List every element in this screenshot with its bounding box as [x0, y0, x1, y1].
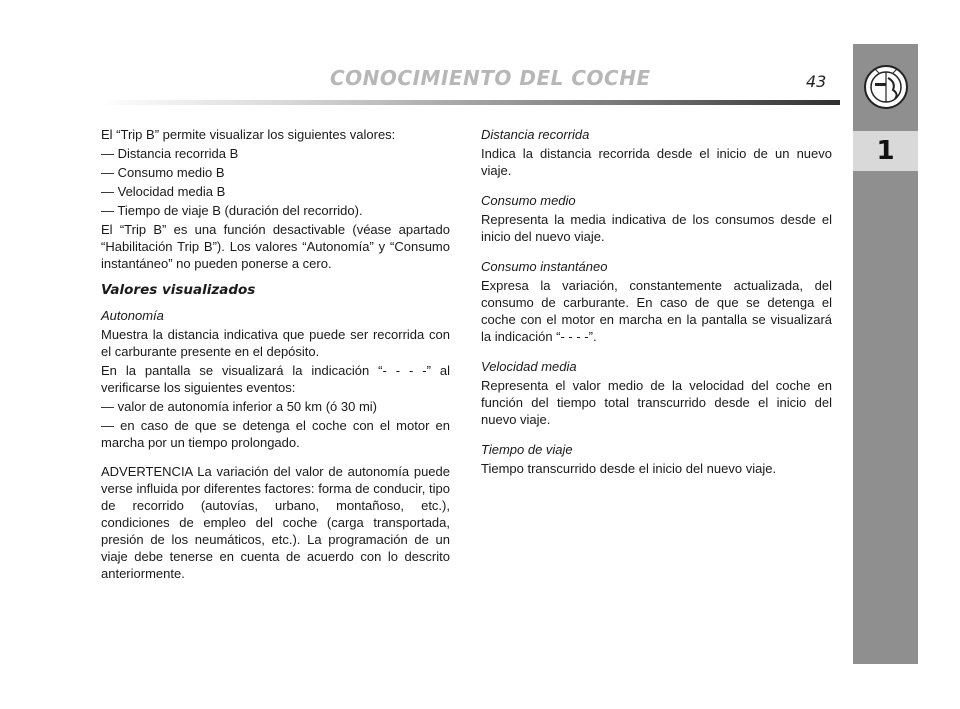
- page-header-title: CONOCIMIENTO DEL COCHE: [330, 66, 651, 90]
- trip-b-note: El “Trip B” es una función desactivable (véase apartado “Habilitación Trip B”). Los valores “Autonomía” y “Consumo instantáneo” no pueden ponerse a cero.: [101, 222, 450, 271]
- intro-paragraph: El “Trip B” permite visualizar los siguientes valores:: [101, 127, 396, 142]
- consumo-instantaneo-block: [481, 258, 832, 345]
- chapter-number: 1: [876, 136, 895, 166]
- velocidad-text: Representa el valor medio de la velocidad del coche en función del tiempo total transcurrido desde el inicio del nuevo viaje.: [481, 378, 832, 427]
- autonomia-title: Autonomía: [101, 308, 164, 323]
- consumo-medio-block: [481, 192, 832, 245]
- consumo-instantaneo-text: Expresa la variación, constantemente actualizada, del consumo de carburante. En caso de que se detenga el coche con el motor en marcha en la pantalla se visualizará la indicación “- - - -”.: [481, 278, 832, 344]
- velocidad-title: Velocidad media: [481, 359, 577, 374]
- list-item: — Consumo medio B: [101, 165, 225, 180]
- warning-paragraph: ADVERTENCIA La variación del valor de autonomía puede verse influida por diferentes factores: forma de conducir, tipo de recorrido (autovías, urbano, montañoso, etc.), condiciones de empleo del coche (carga transportada, presión de los neumáticos, etc.). La programación de un viaje debe tenerse en cuenta de acuerdo con lo descrito anteriormente.: [101, 464, 450, 581]
- autonomia-event: — valor de autonomía inferior a 50 km (ó 30 mi): [101, 399, 378, 414]
- tiempo-block: [481, 441, 832, 477]
- header-divider: [98, 100, 840, 105]
- list-item: — Distancia recorrida B: [101, 146, 239, 161]
- list-item: — Tiempo de viaje B (duración del recorrido).: [101, 203, 363, 218]
- left-column: [101, 126, 450, 584]
- tiempo-title: Tiempo de viaje: [481, 442, 573, 457]
- distancia-text: Indica la distancia recorrida desde el inicio de un nuevo viaje.: [481, 146, 832, 178]
- section-heading: Valores visualizados: [101, 282, 256, 298]
- logo-box: [853, 44, 918, 130]
- consumo-medio-text: Representa la media indicativa de los consumos desde el inicio del nuevo viaje.: [481, 212, 832, 244]
- alfa-romeo-logo-icon: [863, 64, 909, 110]
- autonomia-event: — en caso de que se detenga el coche con el motor en marcha por un tiempo prolongado.: [101, 418, 450, 450]
- consumo-medio-title: Consumo medio: [481, 193, 576, 208]
- distancia-block: [481, 126, 832, 179]
- consumo-instantaneo-title: Consumo instantáneo: [481, 259, 608, 274]
- autonomia-text: Muestra la distancia indicativa que puede ser recorrida con el carburante presente en el depósito.: [101, 327, 450, 359]
- tiempo-text: Tiempo transcurrido desde el inicio del nuevo viaje.: [481, 461, 777, 476]
- autonomia-display-text: En la pantalla se visualizará la indicación “- - - -” al verificarse los siguientes eventos:: [101, 363, 450, 395]
- distancia-title: Distancia recorrida: [481, 127, 590, 142]
- right-column: [481, 126, 832, 490]
- page-number: 43: [806, 72, 827, 91]
- list-item: — Velocidad media B: [101, 184, 226, 199]
- velocidad-block: [481, 358, 832, 428]
- chapter-tab: [853, 131, 918, 171]
